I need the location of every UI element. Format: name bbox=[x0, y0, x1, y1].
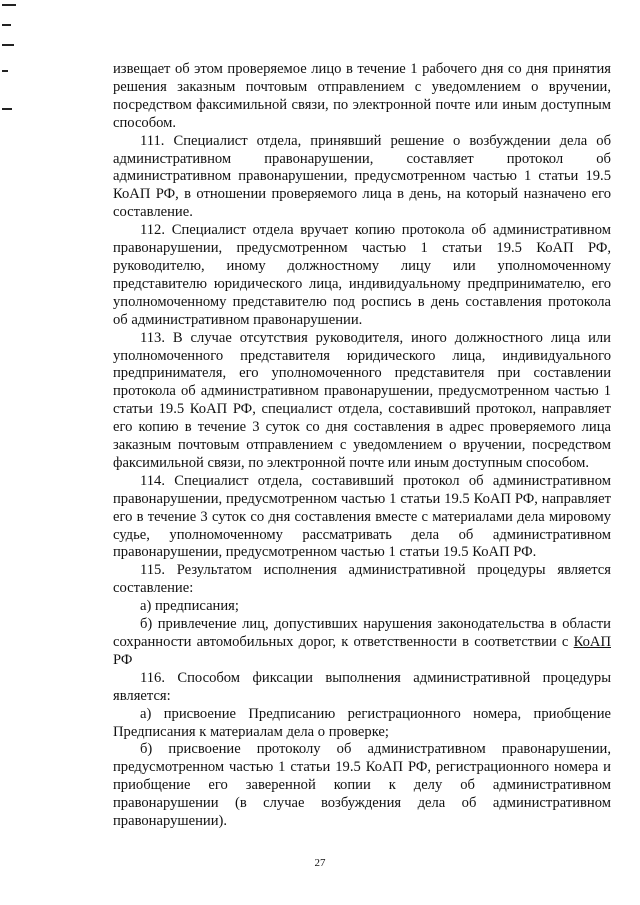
list-item-b-text: б) привлечение лиц, допустивших нарушения законодательства в области сохранности автомобильных дорог, к ответственности в соответствии с bbox=[113, 616, 611, 650]
paragraph-111: 111. Специалист отдела, принявший решение о возбуждении дела об административном правонарушении, составляет протокол об административном правонарушении, предусмотренном частью 1 статьи 19.5 КоАП РФ, в отношении проверяемого лица в день, на который назначено его составление. bbox=[113, 132, 611, 221]
paragraph-115: 115. Результатом исполнения административной процедуры является составление: bbox=[113, 562, 611, 597]
paragraph-114: 114. Специалист отдела, составивший протокол об административном правонарушении, предусмотренном частью 1 статьи 19.5 КоАП РФ, направляет его в течение 3 суток со дня составления вместе с материалами дела мировому судье, уполномоченному рассматривать дела об административном правонарушении, предусмотренном частью 1 статьи 19.5 КоАП РФ. bbox=[113, 472, 611, 561]
fixation-item-b: б) присвоение протоколу об административном правонарушении, предусмотренном частью 1 статьи 19.5 КоАП РФ, регистрационного номера и приобщение его заверенной копии к делу об административном правонарушении (в случае возбуждения дела об административном правонарушении). bbox=[113, 741, 611, 830]
paragraph-116: 116. Способом фиксации выполнения административной процедуры является: bbox=[113, 669, 611, 704]
paragraph-112: 112. Специалист отдела вручает копию протокола об административном правонарушении, предусмотренном частью 1 статьи 19.5 КоАП РФ, руководителю, иному должностному лицу или уполномоченному представителю юридического лица, индивидуальному предпринимателю, его уполномоченному представителю под роспись в день составления протокола об административном правонарушении. bbox=[113, 222, 611, 328]
paragraph-continuation: извещает об этом проверяемое лицо в течение 1 рабочего дня со дня принятия решения заказным почтовым отправлением с уведомлением о вручении, посредством факсимильной связи, по электронной почте или иным доступным способом. bbox=[113, 61, 611, 131]
koap-link-suffix: РФ bbox=[113, 651, 133, 668]
list-item-a: а) предписания; bbox=[140, 598, 239, 615]
koap-link[interactable]: КоАП bbox=[573, 634, 611, 650]
document-body bbox=[113, 61, 611, 831]
fixation-item-a: а) присвоение Предписанию регистрационного номера, приобщение Предписания к материалам дела о проверке; bbox=[113, 705, 611, 740]
list-item-b bbox=[113, 616, 611, 670]
scan-edge-marks bbox=[2, 4, 20, 124]
page-number: 27 bbox=[314, 857, 326, 869]
paragraph-113: 113. В случае отсутствия руководителя, иного должностного лица или уполномоченного представителя юридического лица, индивидуального предпринимателя, его уполномоченного представителя при составлении протокола об административном правонарушении, предусмотренном частью 1 статьи 19.5 КоАП РФ, специалист отдела, составивший протокол, направляет его копию в течение 3 суток со дня составления в адрес проверяемого лица заказным почтовым отправлением с уведомлением о вручении, посредством факсимильной связи, по электронной почте или иным доступным способом. bbox=[113, 329, 611, 471]
